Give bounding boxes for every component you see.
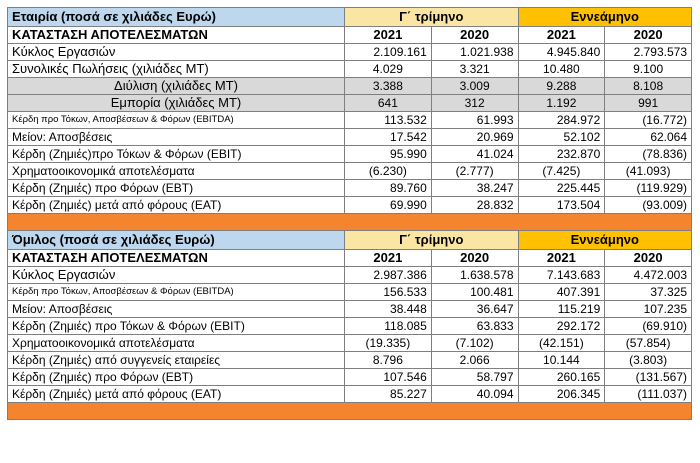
row-label: Διύλιση (χιλιάδες ΜΤ) (8, 78, 345, 95)
group-subtitle: ΚΑΤΑΣΤΑΣΗ ΑΠΟΤΕΛΕΣΜΑΤΩΝ (8, 250, 345, 267)
cell-value: 89.760 (345, 180, 432, 197)
row-label: Κύκλος Εργασιών (8, 267, 345, 284)
results-table (7, 7, 692, 420)
table-row (8, 318, 692, 335)
row-label: Χρηματοοικονομικά αποτελέσματα (8, 163, 345, 180)
cell-value: 641 (345, 95, 432, 112)
cell-value: 284.972 (518, 112, 605, 129)
table-row (8, 129, 692, 146)
cell-value: 9.100 (605, 61, 692, 78)
cell-value: 407.391 (518, 284, 605, 301)
company-year-header: 2021 (345, 27, 432, 44)
cell-value: 36.647 (431, 301, 518, 318)
cell-value: (131.567) (605, 369, 692, 386)
cell-value: 28.832 (431, 197, 518, 214)
cell-value: 37.325 (605, 284, 692, 301)
group-year-header: 2020 (431, 250, 518, 267)
cell-value: (111.037) (605, 386, 692, 403)
cell-value: 61.993 (431, 112, 518, 129)
table-row (8, 44, 692, 61)
cell-value: (7.425) (518, 163, 605, 180)
table-row (8, 369, 692, 386)
cell-value: 206.345 (518, 386, 605, 403)
cell-value: 2.987.386 (345, 267, 432, 284)
cell-value: 52.102 (518, 129, 605, 146)
table-row (8, 146, 692, 163)
cell-value: 41.024 (431, 146, 518, 163)
cell-value: (2.777) (431, 163, 518, 180)
table-row (8, 163, 692, 180)
cell-value: 1.192 (518, 95, 605, 112)
cell-value: 118.085 (345, 318, 432, 335)
cell-value: 17.542 (345, 129, 432, 146)
cell-value: 225.445 (518, 180, 605, 197)
cell-value: (19.335) (345, 335, 432, 352)
cell-value: 312 (431, 95, 518, 112)
row-label: Κέρδη (Ζημιές) προ Τόκων & Φόρων (EBIT) (8, 318, 345, 335)
cell-value: (3.803) (605, 352, 692, 369)
row-label: Κύκλος Εργασιών (8, 44, 345, 61)
cell-value: (42.151) (518, 335, 605, 352)
section-divider (8, 214, 692, 231)
cell-value: 38.247 (431, 180, 518, 197)
group-year-header: 2020 (605, 250, 692, 267)
row-label: Κέρδη (Ζημιές)προ Τόκων & Φόρων (EBIT) (8, 146, 345, 163)
cell-value: 107.546 (345, 369, 432, 386)
cell-value: 1.638.578 (431, 267, 518, 284)
cell-value: 9.288 (518, 78, 605, 95)
cell-value: 100.481 (431, 284, 518, 301)
table-row (8, 335, 692, 352)
cell-value: 4.029 (345, 61, 432, 78)
company-subtitle: ΚΑΤΑΣΤΑΣΗ ΑΠΟΤΕΛΕΣΜΑΤΩΝ (8, 27, 345, 44)
table-row (8, 352, 692, 369)
group-year-header: 2021 (518, 250, 605, 267)
company-year-header: 2020 (605, 27, 692, 44)
cell-value: 4.472.003 (605, 267, 692, 284)
cell-value: 260.165 (518, 369, 605, 386)
section-divider (8, 403, 692, 420)
table-row (8, 267, 692, 284)
cell-value: 20.969 (431, 129, 518, 146)
cell-value: 69.990 (345, 197, 432, 214)
cell-value: (16.772) (605, 112, 692, 129)
cell-value: 62.064 (605, 129, 692, 146)
financial-tables (7, 7, 691, 420)
cell-value: 38.448 (345, 301, 432, 318)
company-year-header: 2021 (518, 27, 605, 44)
row-label: Μείον: Αποσβέσεις (8, 129, 345, 146)
section-divider-bar (8, 403, 692, 420)
row-label: Μείον: Αποσβέσεις (8, 301, 345, 318)
cell-value: 107.235 (605, 301, 692, 318)
cell-value: (119.929) (605, 180, 692, 197)
cell-value: 4.945.840 (518, 44, 605, 61)
table-row (8, 78, 692, 95)
section-divider-bar (8, 214, 692, 231)
group-quarter-header: Γ΄ τρίμηνο (345, 231, 519, 250)
cell-value: (93.009) (605, 197, 692, 214)
cell-value: (41.093) (605, 163, 692, 180)
group-subtitle-row (8, 250, 692, 267)
cell-value: 40.094 (431, 386, 518, 403)
row-label: Χρηματοοικονομικά αποτελέσματα (8, 335, 345, 352)
row-label: Εμπορία (χιλιάδες ΜΤ) (8, 95, 345, 112)
row-label: Κέρδη (Ζημιές) προ Φόρων (EBT) (8, 180, 345, 197)
row-label: Κέρδη προ Τόκων, Αποσβέσεων & Φόρων (EBITDA) (8, 284, 345, 301)
table-row (8, 95, 692, 112)
cell-value: 3.388 (345, 78, 432, 95)
cell-value: 292.172 (518, 318, 605, 335)
cell-value: 10.480 (518, 61, 605, 78)
row-label: Κέρδη (Ζημιές) μετά από φόρους (EAT) (8, 386, 345, 403)
cell-value: 10.144 (518, 352, 605, 369)
row-label: Κέρδη (Ζημιές) προ Φόρων (EBT) (8, 369, 345, 386)
table-row (8, 301, 692, 318)
cell-value: 232.870 (518, 146, 605, 163)
cell-value: 2.109.161 (345, 44, 432, 61)
cell-value: 1.021.938 (431, 44, 518, 61)
cell-value: (57.854) (605, 335, 692, 352)
cell-value: 2.793.573 (605, 44, 692, 61)
cell-value: (6.230) (345, 163, 432, 180)
cell-value: (78.836) (605, 146, 692, 163)
cell-value: 2.066 (431, 352, 518, 369)
table-row (8, 112, 692, 129)
cell-value: 3.009 (431, 78, 518, 95)
table-row (8, 284, 692, 301)
cell-value: 58.797 (431, 369, 518, 386)
company-subtitle-row (8, 27, 692, 44)
cell-value: 113.532 (345, 112, 432, 129)
cell-value: 85.227 (345, 386, 432, 403)
cell-value: 156.533 (345, 284, 432, 301)
company-quarter-header: Γ΄ τρίμηνο (345, 8, 519, 27)
row-label: Κέρδη (Ζημιές) μετά από φόρους (EAT) (8, 197, 345, 214)
company-title: Εταιρία (ποσά σε χιλιάδες Ευρώ) (8, 8, 345, 27)
group-year-header: 2021 (345, 250, 432, 267)
group-title: Όμιλος (ποσά σε χιλιάδες Ευρώ) (8, 231, 345, 250)
cell-value: 8.796 (345, 352, 432, 369)
group-ninemonth-header: Εννεάμηνο (518, 231, 692, 250)
cell-value: 95.990 (345, 146, 432, 163)
cell-value: 7.143.683 (518, 267, 605, 284)
cell-value: (7.102) (431, 335, 518, 352)
cell-value: 991 (605, 95, 692, 112)
table-row (8, 61, 692, 78)
row-label: Κέρδη (Ζημιές) από συγγενείς εταιρείες (8, 352, 345, 369)
table-row (8, 197, 692, 214)
cell-value: 115.219 (518, 301, 605, 318)
cell-value: 3.321 (431, 61, 518, 78)
cell-value: 63.833 (431, 318, 518, 335)
group-title-row (8, 231, 692, 250)
table-row (8, 386, 692, 403)
cell-value: (69.910) (605, 318, 692, 335)
row-label: Συνολικές Πωλήσεις (χιλιάδες ΜΤ) (8, 61, 345, 78)
cell-value: 173.504 (518, 197, 605, 214)
company-title-row (8, 8, 692, 27)
cell-value: 8.108 (605, 78, 692, 95)
company-year-header: 2020 (431, 27, 518, 44)
table-row (8, 180, 692, 197)
company-ninemonth-header: Εννεάμηνο (518, 8, 692, 27)
row-label: Κέρδη προ Τόκων, Αποσβέσεων & Φόρων (EBITDA) (8, 112, 345, 129)
